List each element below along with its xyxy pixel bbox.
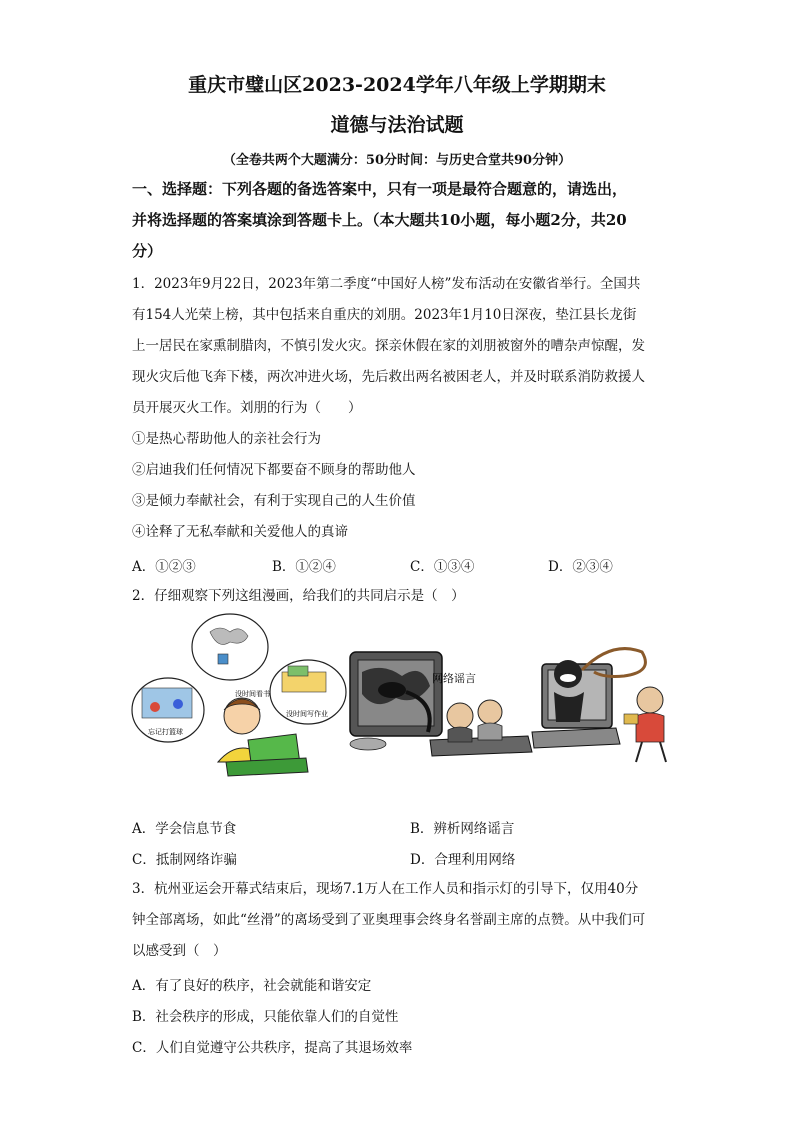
q1-statement: ①是热心帮助他人的亲社会行为 xyxy=(132,431,321,447)
q1-stem-line: 员开展灭火工作。刘朋的行为（ ） xyxy=(132,400,362,416)
exam-note: （全卷共两个大题满分：50分时间：与历史合堂共90分钟） xyxy=(222,153,572,168)
q1-choice-b[interactable]: B．①②④ xyxy=(272,559,336,575)
comic-panel-online-rumor xyxy=(350,652,532,756)
q1-stem-line: 有154人光荣上榜，其中包括来自重庆的刘朋。2023年1月10日深夜，垫江县长龙街 xyxy=(132,307,637,323)
section-instructions xyxy=(132,174,677,267)
q1-statement: ④诠释了无私奉献和关爱他人的真谛 xyxy=(132,524,348,540)
comic-panel-online-fraud xyxy=(532,649,666,762)
q1-statement: ②启迪我们任何情况下都要奋不顾身的帮助他人 xyxy=(132,462,416,478)
q2-choice-d[interactable]: D．合理利用网络 xyxy=(410,852,516,868)
q2-choice-a[interactable]: A．学会信息节食 xyxy=(132,821,237,837)
bubble-caption-book: 没时间看书 xyxy=(235,690,270,698)
q3-choice-a[interactable]: A．有了良好的秩序，社会就能和谐安定 xyxy=(132,978,372,994)
q1-stem-line: 1．2023年9月22日，2023年第二季度“中国好人榜”发布活动在安徽省举行。全国共 xyxy=(132,276,641,292)
q3-stem-line: 3．杭州亚运会开幕式结束后，现场7.1万人在工作人员和指示灯的引导下，仅用40分 xyxy=(132,881,639,897)
q1-choice-d[interactable]: D．②③④ xyxy=(548,559,613,575)
q1-stem-line: 上一居民在家熏制腊肉，不慎引发火灾。探亲休假在家的刘朋被窗外的嘈杂声惊醒，发 xyxy=(132,338,645,354)
q3-stem-line: 以感受到（ ） xyxy=(132,943,227,959)
screen-text-rumor: 网络谣言 xyxy=(432,672,476,685)
q3-stem-line: 钟全部离场，如此“丝滑”的离场受到了亚奥理事会终身名誉副主席的点赞。从中我们可 xyxy=(132,912,646,928)
q1-choice-a[interactable]: A．①②③ xyxy=(132,559,196,575)
comic-panel-internet-addiction xyxy=(132,614,346,776)
q1-statement: ③是倾力奉献社会，有利于实现自己的人生价值 xyxy=(132,493,416,509)
q1-choice-c[interactable]: C．①③④ xyxy=(410,559,475,575)
exam-title-line1: 重庆市璧山区2023-2024学年八年级上学期期末 xyxy=(188,74,606,96)
bubble-caption-basketball: 忘记打篮球 xyxy=(148,728,183,736)
section-line: 分） xyxy=(132,242,163,260)
q1-stem-line: 现火灾后他飞奔下楼，两次冲进火场，先后救出两名被困老人，并及时联系消防救援人 xyxy=(132,369,645,385)
q2-choice-c[interactable]: C．抵制网络诈骗 xyxy=(132,852,237,868)
bubble-caption-homework: 没时间写作业 xyxy=(286,710,328,718)
q3-choice-b[interactable]: B．社会秩序的形成，只能依靠人们的自觉性 xyxy=(132,1009,399,1025)
section-line: 一、选择题：下列各题的备选答案中，只有一项是最符合题意的，请选出， xyxy=(132,180,628,198)
q2-stem: 2．仔细观察下列这组漫画，给我们的共同启示是（ ） xyxy=(132,588,465,604)
q2-choice-b[interactable]: B．辨析网络谣言 xyxy=(410,821,515,837)
q3-choice-c[interactable]: C．人们自觉遵守公共秩序，提高了其退场效率 xyxy=(132,1040,413,1056)
exam-title-line2: 道德与法治试题 xyxy=(330,114,464,136)
section-line: 并将选择题的答案填涂到答题卡上。（本大题共10小题，每小题2分，共20 xyxy=(132,211,627,229)
comic-illustration xyxy=(130,612,690,787)
